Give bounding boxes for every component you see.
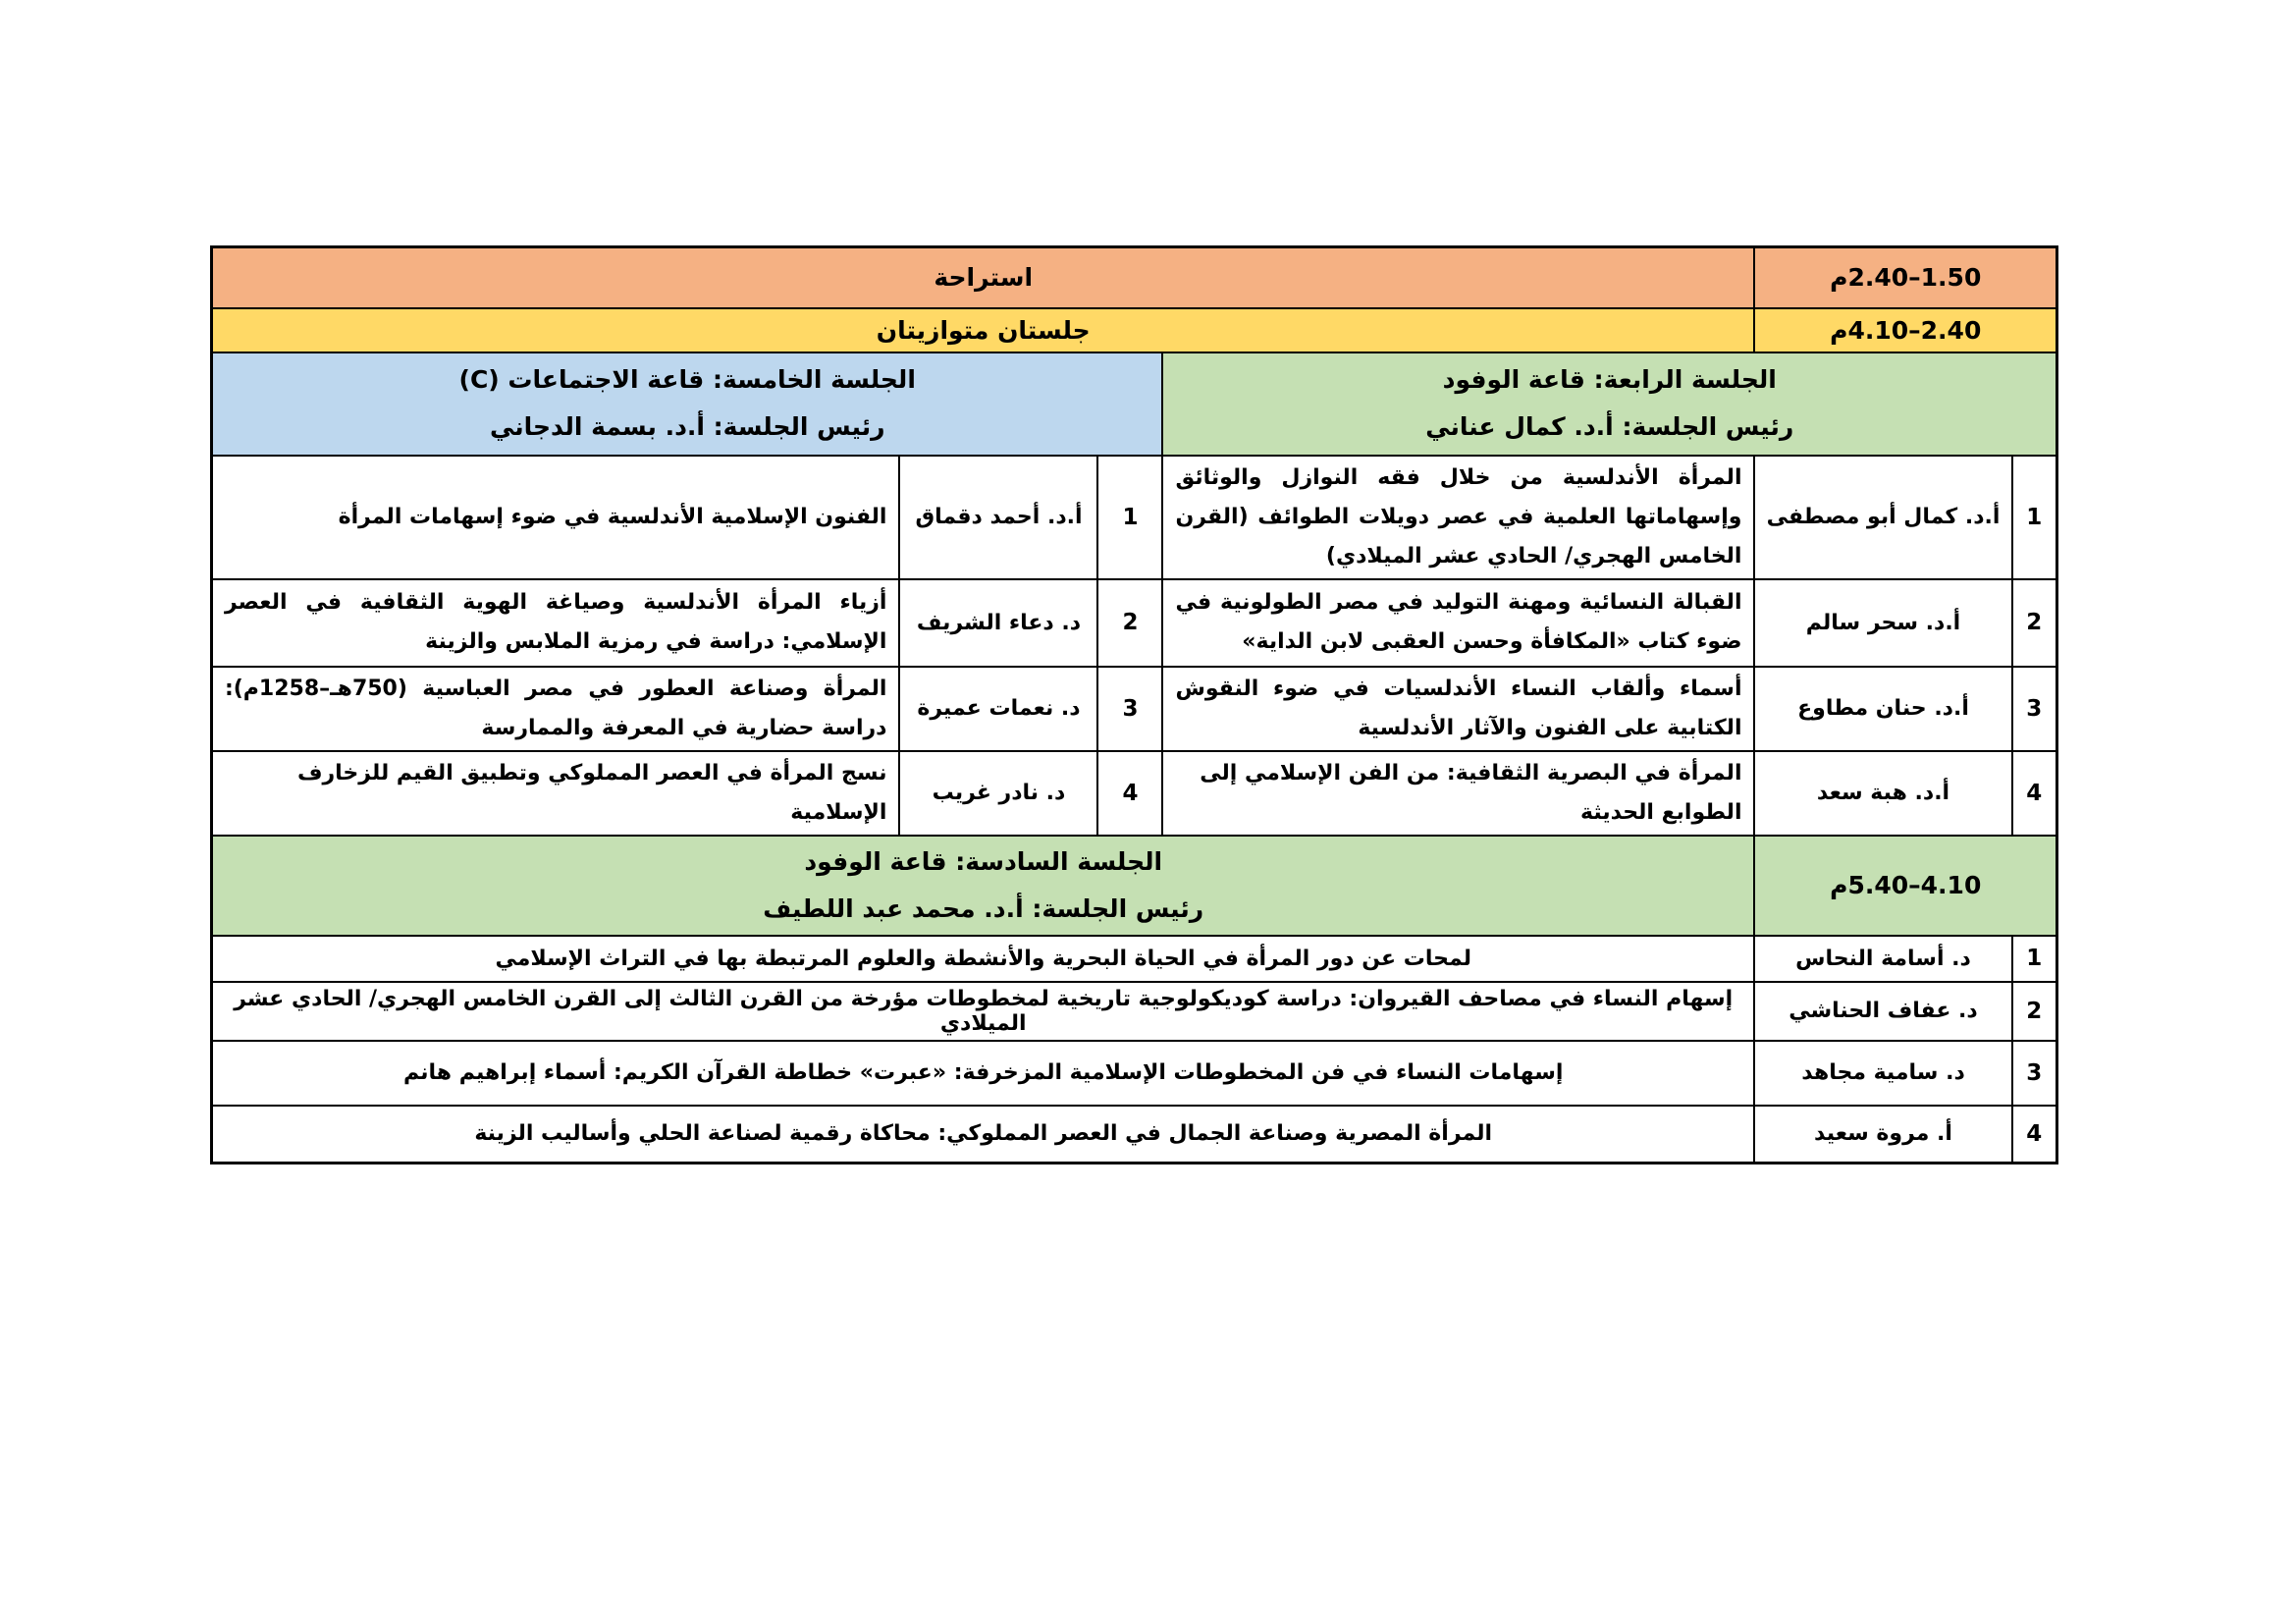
session6-paper-3-num: 3 bbox=[2012, 1041, 2057, 1106]
session5-paper-4-title: نسج المرأة في العصر المملوكي وتطبيق القيم للزخارف الإسلامية bbox=[211, 751, 899, 836]
session4-paper-3-author: أ.د. حنان مطاوع bbox=[1754, 667, 2011, 751]
session4-paper-3-title: أسماء وألقاب النساء الأندلسيات في ضوء النقوش الكتابية على الفنون والآثار الأندلسية bbox=[1162, 667, 1754, 751]
break-time: 1.50–2.40م bbox=[1754, 247, 2056, 308]
session5-paper-4-num: 4 bbox=[1097, 751, 1162, 836]
session4-header bbox=[1162, 352, 2056, 456]
session5-title: الجلسة الخامسة: قاعة الاجتماعات (C) bbox=[458, 365, 916, 394]
parallel-paper-row-3 bbox=[211, 667, 2056, 751]
session5-paper-2-num: 2 bbox=[1097, 579, 1162, 667]
session6-paper-1-num: 1 bbox=[2012, 936, 2057, 982]
session5-paper-1-num: 1 bbox=[1097, 456, 1162, 579]
session4-paper-4-author: أ.د. هبة سعد bbox=[1754, 751, 2011, 836]
session6-paper-2-title: إسهام النساء في مصاحف القيروان: دراسة كوديكولوجية تاريخية لمخطوطات مؤرخة من القرن الثالث إلى القرن الخامس الهجري/ الحادي عشر الميلادي bbox=[211, 982, 1754, 1041]
session6-paper-row-2 bbox=[211, 982, 2056, 1041]
session6-paper-row-4 bbox=[211, 1106, 2056, 1164]
parallel-time: 2.40–4.10م bbox=[1754, 308, 2056, 352]
session6-paper-2-num: 2 bbox=[2012, 982, 2057, 1041]
session4-paper-2-num: 2 bbox=[2012, 579, 2057, 667]
session6-time: 4.10–5.40م bbox=[1754, 836, 2056, 936]
session5-header bbox=[211, 352, 1162, 456]
session4-paper-2-title: القبالة النسائية ومهنة التوليد في مصر الطولونية في ضوء كتاب «المكافأة وحسن العقبى لابن الداية» bbox=[1162, 579, 1754, 667]
session4-paper-3-num: 3 bbox=[2012, 667, 2057, 751]
session6-paper-1-author: د. أسامة النحاس bbox=[1754, 936, 2011, 982]
session6-paper-1-title: لمحات عن دور المرأة في الحياة البحرية والأنشطة والعلوم المرتبطة بها في التراث الإسلامي bbox=[211, 936, 1754, 982]
session4-paper-4-num: 4 bbox=[2012, 751, 2057, 836]
session4-paper-4-title: المرأة في البصرية الثقافية: من الفن الإسلامي إلى الطوابع الحديثة bbox=[1162, 751, 1754, 836]
parallel-label: جلستان متوازيتان bbox=[211, 308, 1754, 352]
session4-paper-1-author: أ.د. كمال أبو مصطفى bbox=[1754, 456, 2011, 579]
parallel-paper-row-1 bbox=[211, 456, 2056, 579]
session4-paper-1-title: المرأة الأندلسية من خلال فقه النوازل والوثائق وإسهاماتها العلمية في عصر دويلات الطوائف (القرن الخامس الهجري/ الحادي عشر الميلادي) bbox=[1162, 456, 1754, 579]
session6-header-row bbox=[211, 836, 2056, 936]
session-headers-row bbox=[211, 352, 2056, 456]
break-label: استراحة bbox=[211, 247, 1754, 308]
session6-title: الجلسة السادسة: قاعة الوفود bbox=[804, 846, 1163, 876]
session6-paper-3-author: د. سامية مجاهد bbox=[1754, 1041, 2011, 1106]
session6-paper-2-author: د. عفاف الحناشي bbox=[1754, 982, 2011, 1041]
session5-paper-1-author: أ.د. أحمد دقماق bbox=[899, 456, 1097, 579]
session4-paper-2-author: أ.د. سحر سالم bbox=[1754, 579, 2011, 667]
session4-paper-1-num: 1 bbox=[2012, 456, 2057, 579]
session6-paper-row-3 bbox=[211, 1041, 2056, 1106]
session6-paper-4-title: المرأة المصرية وصناعة الجمال في العصر المملوكي: محاكاة رقمية لصناعة الحلي وأساليب الزينة bbox=[211, 1106, 1754, 1164]
session5-paper-3-author: د. نعمات عميرة bbox=[899, 667, 1097, 751]
session6-paper-4-num: 4 bbox=[2012, 1106, 2057, 1164]
session6-paper-row-1 bbox=[211, 936, 2056, 982]
session5-paper-3-num: 3 bbox=[1097, 667, 1162, 751]
break-row bbox=[211, 247, 2056, 308]
session5-chair: رئيس الجلسة: أ.د. بسمة الدجاني bbox=[489, 412, 885, 441]
session6-chair: رئيس الجلسة: أ.د. محمد عبد اللطيف bbox=[763, 893, 1204, 923]
session6-paper-3-title: إسهامات النساء في فن المخطوطات الإسلامية المزخرفة: «عبرت» خطاطة القرآن الكريم: أسماء إبراهيم هانم bbox=[211, 1041, 1754, 1106]
parallel-sessions-row bbox=[211, 308, 2056, 352]
session5-paper-1-title: الفنون الإسلامية الأندلسية في ضوء إسهامات المرأة bbox=[211, 456, 899, 579]
session5-paper-2-author: د. دعاء الشريف bbox=[899, 579, 1097, 667]
parallel-paper-row-4 bbox=[211, 751, 2056, 836]
session4-title: الجلسة الرابعة: قاعة الوفود bbox=[1442, 365, 1777, 394]
session5-paper-3-title: المرأة وصناعة العطور في مصر العباسية (750هـ–1258م): دراسة حضارية في المعرفة والممارسة bbox=[211, 667, 899, 751]
session6-paper-4-author: أ. مروة سعيد bbox=[1754, 1106, 2011, 1164]
session5-paper-2-title: أزياء المرأة الأندلسية وصياغة الهوية الثقافية في العصر الإسلامي: دراسة في رمزية الملابس والزينة bbox=[211, 579, 899, 667]
parallel-paper-row-2 bbox=[211, 579, 2056, 667]
conference-program-table bbox=[210, 245, 2058, 1164]
session6-header bbox=[211, 836, 1754, 936]
session4-chair: رئيس الجلسة: أ.د. كمال عناني bbox=[1425, 412, 1794, 441]
session5-paper-4-author: د. نادر غريب bbox=[899, 751, 1097, 836]
